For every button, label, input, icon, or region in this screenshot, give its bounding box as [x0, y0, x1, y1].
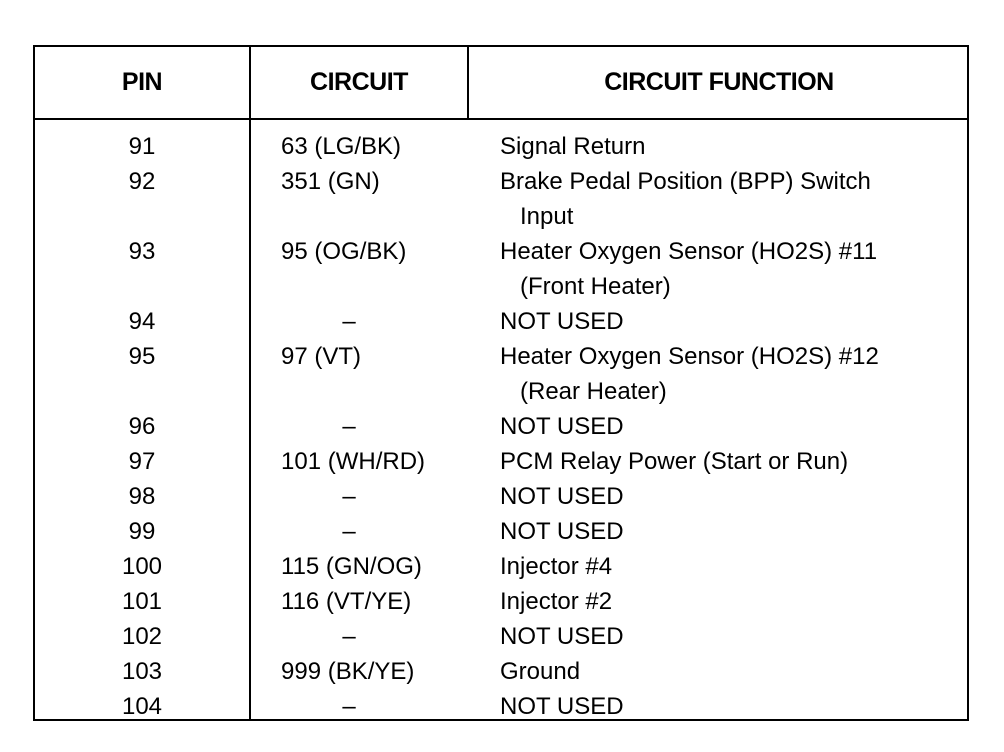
- function-continuation-line: Input: [520, 203, 574, 230]
- circuit-function-cell: [500, 234, 940, 304]
- circuit-function-cell: [500, 409, 940, 444]
- pin-cell: 102: [121, 623, 163, 650]
- circuit-cell: –: [342, 483, 356, 510]
- function-line: Heater Oxygen Sensor (HO2S) #11: [500, 238, 878, 265]
- pin-cell: 96: [128, 413, 156, 440]
- header-pin: PIN: [121, 68, 163, 96]
- pin-cell: 104: [121, 693, 163, 720]
- function-line: PCM Relay Power (Start or Run): [500, 448, 849, 475]
- circuit-function-cell: [500, 584, 940, 619]
- table-header: [35, 47, 967, 120]
- circuit-cell: 101 (WH/RD): [281, 448, 426, 475]
- circuit-cell: –: [342, 518, 356, 545]
- pin-cell: 103: [121, 658, 163, 685]
- circuit-cell: 115 (GN/OG): [281, 553, 422, 580]
- pin-cell: 98: [128, 483, 156, 510]
- function-line: NOT USED: [500, 413, 624, 440]
- table-row: [35, 584, 967, 619]
- pin-cell: 101: [121, 588, 163, 615]
- table-row: [35, 234, 967, 304]
- circuit-cell: –: [342, 413, 356, 440]
- table-row: [35, 689, 967, 724]
- table-row: [35, 514, 967, 549]
- function-line: NOT USED: [500, 483, 624, 510]
- function-line: Injector #2: [500, 588, 613, 615]
- circuit-cell: –: [342, 623, 356, 650]
- pin-cell: 95: [128, 343, 156, 370]
- table-row: [35, 409, 967, 444]
- circuit-cell: –: [342, 693, 356, 720]
- table-row: [35, 444, 967, 479]
- table-row: [35, 304, 967, 339]
- pin-cell: 92: [128, 168, 156, 195]
- circuit-cell: –: [342, 308, 356, 335]
- function-line: NOT USED: [500, 308, 624, 335]
- circuit-function-cell: [500, 304, 940, 339]
- function-line: Brake Pedal Position (BPP) Switch: [500, 168, 871, 195]
- circuit-function-cell: [500, 164, 940, 234]
- function-line: Ground: [500, 658, 581, 685]
- function-line: Injector #4: [500, 553, 613, 580]
- pin-cell: 94: [128, 308, 156, 335]
- function-line: NOT USED: [500, 518, 624, 545]
- header-circuit-function: CIRCUIT FUNCTION: [604, 68, 834, 96]
- function-line: NOT USED: [500, 693, 624, 720]
- circuit-cell: 63 (LG/BK): [281, 133, 402, 160]
- header-circuit: CIRCUIT: [310, 68, 408, 96]
- table-row: [35, 619, 967, 654]
- table-row: [35, 129, 967, 164]
- pin-cell: 93: [128, 238, 156, 265]
- pin-cell: 97: [128, 448, 156, 475]
- table-row: [35, 339, 967, 409]
- circuit-cell: 95 (OG/BK): [281, 238, 407, 265]
- table-row: [35, 164, 967, 234]
- circuit-function-cell: [500, 654, 940, 689]
- pin-cell: 99: [128, 518, 156, 545]
- circuit-cell: 97 (VT): [281, 343, 362, 370]
- function-line: NOT USED: [500, 623, 624, 650]
- function-continuation-line: (Rear Heater): [520, 378, 667, 405]
- function-line: Signal Return: [500, 133, 646, 160]
- circuit-function-cell: [500, 514, 940, 549]
- table-body: [35, 129, 967, 724]
- pin-cell: 100: [121, 553, 163, 580]
- function-line: Heater Oxygen Sensor (HO2S) #12: [500, 343, 879, 370]
- table-row: [35, 479, 967, 514]
- table-row: [35, 654, 967, 689]
- circuit-cell: 999 (BK/YE): [281, 658, 415, 685]
- circuit-function-cell: [500, 129, 940, 164]
- circuit-function-cell: [500, 444, 940, 479]
- pin-table: [33, 45, 969, 721]
- circuit-function-cell: [500, 689, 940, 724]
- circuit-cell: 116 (VT/YE): [281, 588, 412, 615]
- circuit-function-cell: [500, 479, 940, 514]
- circuit-function-cell: [500, 619, 940, 654]
- circuit-function-cell: [500, 339, 940, 409]
- circuit-function-cell: [500, 549, 940, 584]
- function-continuation-line: (Front Heater): [520, 273, 671, 300]
- table-row: [35, 549, 967, 584]
- column-divider-2: [467, 47, 469, 120]
- pin-cell: 91: [128, 133, 156, 160]
- circuit-cell: 351 (GN): [281, 168, 380, 195]
